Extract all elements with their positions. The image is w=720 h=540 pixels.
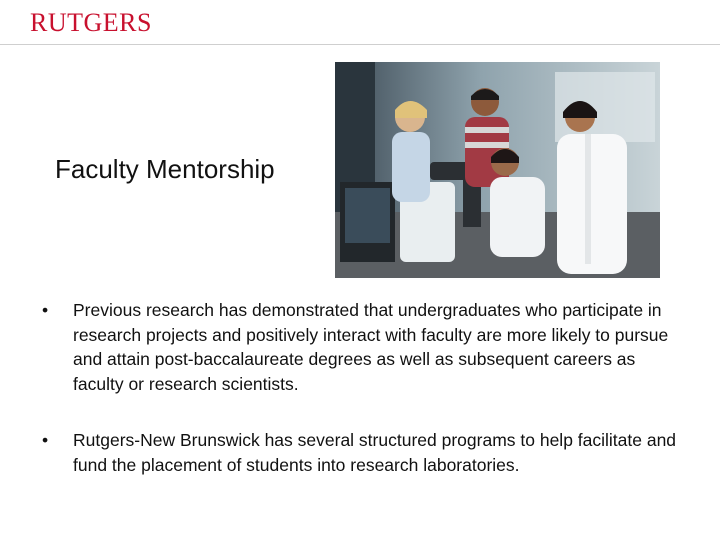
bullet-item <box>30 298 680 396</box>
bullet-list <box>30 298 680 477</box>
bullet-text: Previous research has demonstrated that undergraduates who participate in research projects and positively interact with faculty are more likely to pursue and attain post-baccalaureate degrees as well as subsequent careers as faculty or research scientists. <box>73 300 669 394</box>
bullet-text: Rutgers-New Brunswick has several structured programs to help facilitate and fund the placement of students into research laboratories. <box>73 430 677 475</box>
slide-title: Faculty Mentorship <box>55 154 275 184</box>
bullet-marker: • <box>42 430 49 450</box>
bullet-marker: • <box>42 300 49 320</box>
rutgers-logo: RUTGERS <box>30 8 152 37</box>
header-divider <box>0 44 720 45</box>
lab-photo <box>335 62 660 278</box>
bullet-item <box>30 428 680 477</box>
